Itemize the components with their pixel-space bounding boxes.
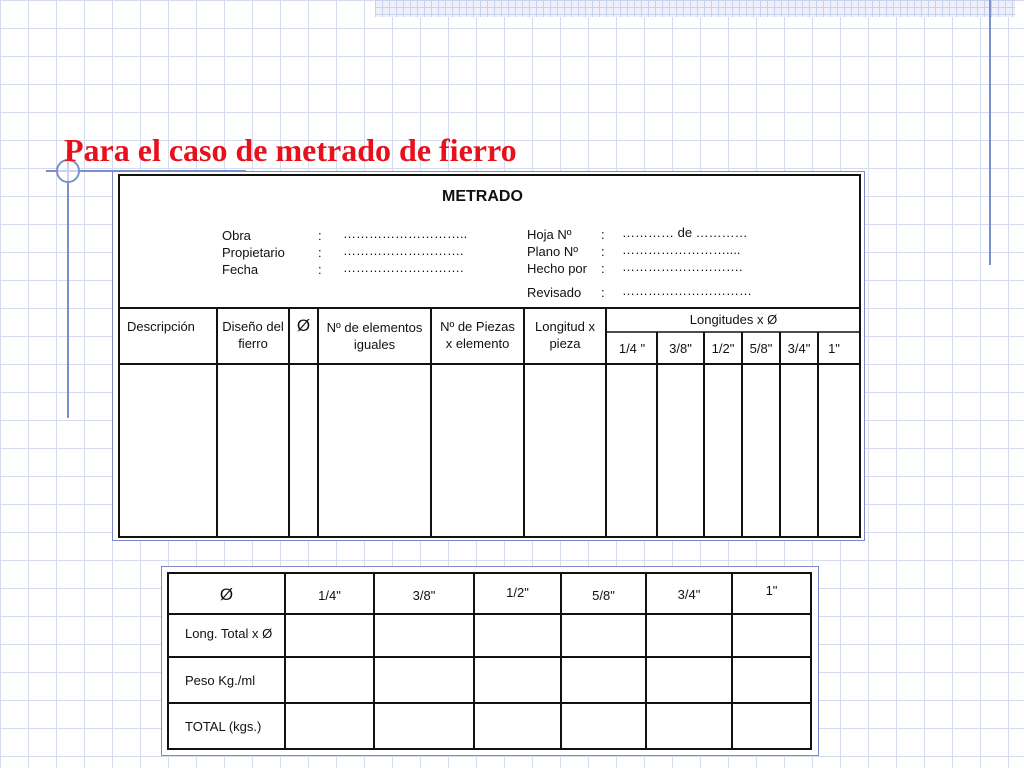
field-separator: : [318,228,322,243]
right-decoration-line [989,0,991,265]
size-header-1: 1" [828,341,840,356]
size-header-1-2: 1/2" [711,341,735,356]
field-label-hecho-por: Hecho por [527,261,587,276]
field-separator: : [601,285,605,300]
field-label-revisado: Revisado [527,285,582,300]
totals-size-5-8: 5/8" [592,588,615,603]
field-separator: : [601,244,605,259]
field-value-propietario: ………………………. [343,243,464,258]
totals-size-1: 1" [765,583,778,598]
col-header-piezas-2: x elemento [445,336,510,351]
size-header-3-4: 3/4" [787,341,811,356]
totals-row-label-long: Long. Total x Ø [185,626,273,641]
col-header-longitud-2: pieza [549,336,581,351]
field-separator: : [601,261,605,276]
col-header-diseno-1: Diseño del [222,319,284,334]
col-header-diseno-2: fierro [238,336,268,351]
form-heading: METRADO [442,188,523,205]
totals-size-3-8: 3/8" [412,588,436,603]
col-header-diametro: Ø [296,316,311,335]
size-header-3-8: 3/8" [669,341,692,356]
field-value-obra: ……………………….. [343,226,468,241]
totals-size-1-2: 1/2" [506,585,529,600]
metrado-form [113,172,864,540]
col-header-elementos-2: iguales [353,337,396,352]
field-label-hoja: Hoja Nº [527,227,572,242]
col-header-elementos-1: Nº de elementos [326,320,423,335]
totals-row-label-peso: Peso Kg./ml [185,673,256,688]
field-label-plano: Plano Nº [527,244,578,259]
totals-row-label-total: TOTAL (kgs.) [185,719,262,734]
header-decoration-bar [375,0,1015,17]
col-header-descripcion: Descripción [127,319,195,334]
col-header-longitud-1: Longitud x [535,319,595,334]
totals-size-1-4: 1/4" [318,588,341,603]
totals-size-3-4: 3/4" [677,587,701,602]
col-header-longitudes-group: Longitudes x Ø [689,312,778,327]
field-separator: : [318,262,322,277]
field-separator: : [601,227,605,242]
totals-header-diametro: Ø [219,585,234,604]
field-value-hoja: ………… de ………… [622,225,748,240]
field-label-fecha: Fecha [222,262,259,277]
col-header-piezas-1: Nº de Piezas [440,319,515,334]
field-label-propietario: Propietario [222,245,285,260]
field-value-plano: …………………….... [622,242,741,257]
slide-title: Para el caso de metrado de fierro [64,132,517,168]
field-separator: : [318,245,322,260]
totals-table [162,567,818,755]
size-header-5-8: 5/8" [749,341,773,356]
field-value-hecho-por: ………………………. [622,259,743,274]
field-label-obra: Obra [222,228,251,243]
size-header-1-4: 1/4 " [618,341,646,356]
field-value-fecha: ………………………. [343,260,464,275]
left-decoration-line [67,150,69,418]
field-value-revisado: ………………………… [622,283,752,298]
